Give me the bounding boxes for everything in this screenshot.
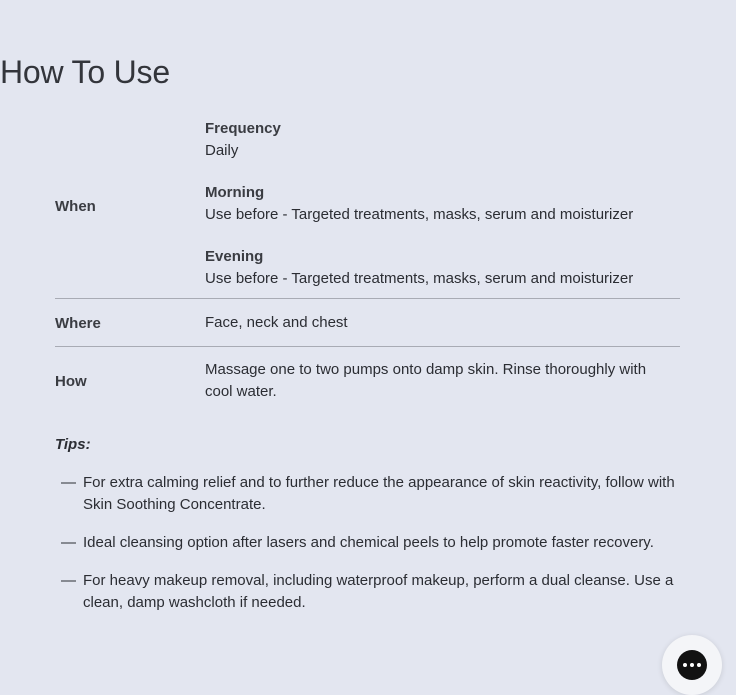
tips-heading: Tips:: [55, 436, 91, 453]
how-text: Massage one to two pumps onto damp skin. Rinse thoroughly with cool water.: [205, 361, 647, 400]
tip-item: [61, 532, 686, 554]
chat-dot: [690, 663, 694, 667]
chat-dot: [697, 663, 701, 667]
tip-item: [61, 472, 686, 516]
where-label: Where: [55, 314, 101, 332]
when-content: [205, 118, 680, 290]
morning-text: Use before - Targeted treatments, masks, serum and moisturizer: [205, 206, 634, 223]
tips-list: [61, 472, 686, 630]
evening-text: Use before - Targeted treatments, masks, serum and moisturizer: [205, 270, 634, 287]
usage-row-when: [55, 118, 680, 299]
page-title: How To Use: [0, 54, 170, 90]
dash-icon: —: [61, 474, 76, 491]
evening-title: Evening: [205, 248, 264, 265]
dash-icon: —: [61, 572, 76, 589]
chat-widget-button[interactable]: [662, 635, 722, 695]
tip-text: For extra calming relief and to further reduce the appearance of skin reactivity, follow with Skin Soothing Concentrate.: [83, 474, 675, 513]
morning-entry: [205, 182, 680, 226]
how-label: How: [55, 372, 87, 390]
frequency-entry: [205, 118, 680, 162]
usage-row-where: [55, 299, 680, 347]
when-label: When: [55, 197, 96, 215]
tip-text: For heavy makeup removal, including waterproof makeup, perform a dual cleanse. Use a clean, damp washcloth if needed.: [83, 572, 674, 611]
where-text: Face, neck and chest: [205, 314, 348, 331]
frequency-text: Daily: [205, 142, 239, 159]
evening-entry: [205, 246, 680, 290]
usage-table: [55, 118, 680, 403]
chat-dot: [683, 663, 687, 667]
morning-title: Morning: [205, 184, 265, 201]
chat-ellipsis-icon: [677, 650, 707, 680]
usage-row-how: [55, 347, 680, 403]
dash-icon: —: [61, 534, 76, 551]
frequency-title: Frequency: [205, 120, 281, 137]
tip-item: [61, 570, 686, 614]
tip-text: Ideal cleansing option after lasers and chemical peels to help promote faster recovery.: [83, 534, 654, 551]
